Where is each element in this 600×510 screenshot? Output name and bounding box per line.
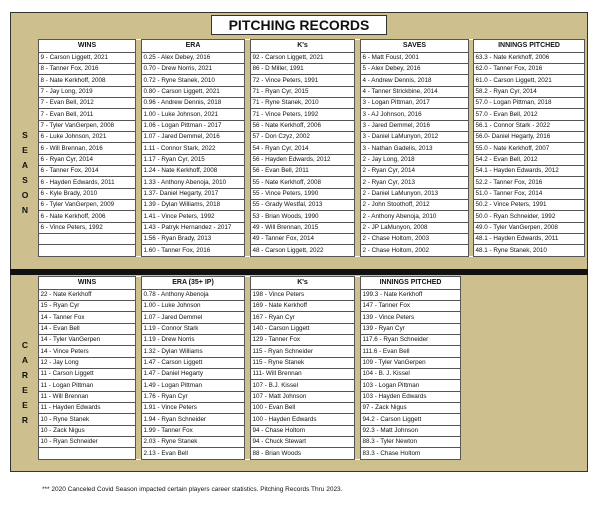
- table-row: [39, 165, 585, 176]
- season-record-cell: 4 - Andrew Dennis, 2018: [361, 75, 469, 86]
- career-record-cell: 10 - Ryne Stanek: [39, 414, 136, 425]
- table-row: [39, 346, 461, 357]
- season-record-cell: 1.33 - Anthony Abenoja, 2010: [142, 177, 245, 188]
- table-row: [39, 380, 461, 391]
- career-record-cell: 100 - Evan Bell: [251, 402, 355, 413]
- table-row: [39, 448, 461, 459]
- season-record-cell: 1.00 - Luke Johnson, 2021: [142, 109, 245, 120]
- table-row: [39, 143, 585, 154]
- season-record-cell: 1.11 - Connor Stark, 2022: [142, 143, 245, 154]
- season-record-cell: 1.60 - Tanner Fox, 2016: [142, 245, 245, 256]
- season-record-cell: 49.0 - Tyler VanGerpen, 2008: [474, 222, 585, 233]
- season-record-cell: 61.0 - Carson Liggett, 2021: [474, 75, 585, 86]
- career-record-cell: 139 - Vince Peters: [361, 312, 461, 323]
- season-record-cell: 5 - Alex Debey, 2016: [361, 63, 469, 74]
- career-record-cell: 12 - Jay Long: [39, 357, 136, 368]
- career-column-header: K's: [251, 277, 355, 290]
- table-row: [39, 154, 585, 165]
- career-record-cell: 140 - Carson Liggett: [251, 323, 355, 334]
- season-record-cell: 1.39 - Dylan Williams, 2018: [142, 199, 245, 210]
- season-record-cell: 0.70 - Drew Norris, 2021: [142, 63, 245, 74]
- season-record-cell: 1.17 - Ryan Cyr, 2015: [142, 154, 245, 165]
- career-record-cell: 14 - Evan Bell: [39, 323, 136, 334]
- career-record-cell: 111.6 - Evan Bell: [361, 346, 461, 357]
- season-record-cell: 55 - Vince Peters, 1990: [251, 188, 355, 199]
- career-record-cell: 2.13 - Evan Bell: [142, 448, 245, 459]
- season-record-cell: 2 - JP LaMunyon, 2008: [361, 222, 469, 233]
- season-record-cell: 56.1 - Connor Stark - 2022: [474, 120, 585, 131]
- table-row: [39, 120, 585, 131]
- season-record-cell: 1.43 - Patryk Hernandez - 2017: [142, 222, 245, 233]
- table-row: [39, 177, 585, 188]
- season-column-header: SAVES: [361, 40, 469, 53]
- season-record-cell: 8 - Tanner Fox, 2016: [39, 63, 136, 74]
- career-record-cell: 1.32 - Dylan Williams: [142, 346, 245, 357]
- career-record-cell: 83.3 - Chase Holtom: [361, 448, 461, 459]
- season-record-cell: 6 - Kyle Brady, 2010: [39, 188, 136, 199]
- season-record-cell: 53 - Brian Woods, 1990: [251, 211, 355, 222]
- season-record-cell: 49 - Tanner Fox, 2014: [251, 234, 355, 245]
- side-label-letter: E: [22, 400, 28, 410]
- table-row: [39, 109, 585, 120]
- season-record-cell: 63.3 - Nate Kerkhoff, 2006: [474, 52, 585, 63]
- season-record-cell: 6 - Tyler VanGerpen, 2009: [39, 199, 136, 210]
- season-record-cell: 2 - Jay Long, 2018: [361, 154, 469, 165]
- table-row: [39, 63, 585, 74]
- season-record-cell: 6 - Luke Johnson, 2021: [39, 131, 136, 142]
- career-record-cell: 117.6 - Ryan Schneider: [361, 334, 461, 345]
- career-record-cell: 15 - Ryan Cyr: [39, 300, 136, 311]
- career-record-cell: 92.3 - Matt Johnson: [361, 425, 461, 436]
- season-record-cell: 6 - Hayden Edwards, 2011: [39, 177, 136, 188]
- season-record-cell: 1.07 - Jared Demmel, 2016: [142, 131, 245, 142]
- table-row: [39, 323, 461, 334]
- table-row: [39, 188, 585, 199]
- career-record-cell: 1.07 - Jared Demmel: [142, 312, 245, 323]
- table-row: [39, 234, 585, 245]
- season-record-cell: 71 - Ryan Cyr, 2015: [251, 86, 355, 97]
- season-record-cell: 2 - Ryan Cyr, 2013: [361, 177, 469, 188]
- career-record-cell: 169 - Nate Kerkhoff: [251, 300, 355, 311]
- career-column-header: INNINGS PITCHED: [361, 277, 461, 290]
- season-record-cell: 71 - Vince Peters, 1992: [251, 109, 355, 120]
- career-column-header: WINS: [39, 277, 136, 290]
- season-record-cell: 7 - Evan Bell, 2012: [39, 97, 136, 108]
- table-row: [39, 75, 585, 86]
- season-column-header: WINS: [39, 40, 136, 53]
- season-record-cell: 50.2 - Vince Peters, 1991: [474, 199, 585, 210]
- table-row: [39, 334, 461, 345]
- season-record-cell: 2 - Chase Holtom, 2002: [361, 245, 469, 256]
- table-row: [39, 402, 461, 413]
- season-record-cell: [39, 245, 136, 256]
- career-record-cell: 198 - Vince Peters: [251, 289, 355, 300]
- season-record-cell: 71 - Ryne Stanek, 2010: [251, 97, 355, 108]
- career-record-cell: 107 - B.J. Kissel: [251, 380, 355, 391]
- career-record-cell: 111- Will Brennan: [251, 368, 355, 379]
- season-record-cell: 0.25 - Alex Debey, 2016: [142, 52, 245, 63]
- season-record-cell: 56 - Evan Bell, 2011: [251, 165, 355, 176]
- season-record-cell: 1.06 - Logan Pittman - 2017: [142, 120, 245, 131]
- season-record-cell: 57 - Don Czyz, 2002: [251, 131, 355, 142]
- season-record-cell: 58.2 - Ryan Cyr, 2014: [474, 86, 585, 97]
- season-record-cell: 55 - Nate Kerkhoff, 2008: [251, 177, 355, 188]
- season-record-cell: 2 - John Stoothoff, 2012: [361, 199, 469, 210]
- season-column-header: INNINGS PITCHED: [474, 40, 585, 53]
- season-record-cell: 1.24 - Nate Kerkhoff, 2008: [142, 165, 245, 176]
- career-record-cell: 11 - Carson Liggett: [39, 368, 136, 379]
- side-label-letter: N: [21, 205, 29, 215]
- career-record-cell: 88 - Brian Woods: [251, 448, 355, 459]
- table-row: [39, 368, 461, 379]
- career-records-table: [38, 276, 461, 460]
- career-record-cell: 14 - Tyler VanGerpen: [39, 334, 136, 345]
- career-record-cell: 107 - Matt Johnson: [251, 391, 355, 402]
- footnote: *** 2020 Canceled Covid Season impacted certain players career statistics. Pitching Records Thru 2023.: [42, 486, 343, 493]
- season-record-cell: 1.37- Daniel Hegarty, 2017: [142, 188, 245, 199]
- season-record-cell: 57.0 - Logan Pittman, 2018: [474, 97, 585, 108]
- table-row: [39, 131, 585, 142]
- season-record-cell: 2 - Ryan Cyr, 2014: [361, 165, 469, 176]
- career-record-cell: 22 - Nate Kerkhoff: [39, 289, 136, 300]
- section-divider: [10, 269, 588, 275]
- season-record-cell: 48 - Carson Liggett, 2022: [251, 245, 355, 256]
- season-record-cell: 9 - Carson Liggett, 2021: [39, 52, 136, 63]
- career-record-cell: 10 - Zack Nigus: [39, 425, 136, 436]
- career-record-cell: 88.3 - Tyler Newton: [361, 436, 461, 447]
- table-row: [39, 414, 461, 425]
- season-records-table: [38, 39, 585, 257]
- season-record-cell: [39, 234, 136, 245]
- season-record-cell: 57.0 - Evan Bell, 2012: [474, 109, 585, 120]
- career-record-cell: 1.47 - Carson Liggett: [142, 357, 245, 368]
- career-record-cell: 103 - Hayden Edwards: [361, 391, 461, 402]
- side-label-letter: E: [22, 385, 28, 395]
- season-record-cell: 49 - Will Brennan, 2015: [251, 222, 355, 233]
- season-record-cell: 55.0 - Nate Kerkhoff, 2007: [474, 143, 585, 154]
- season-record-cell: 8 - Nate Kerkhoff, 2008: [39, 75, 136, 86]
- career-record-cell: 0.78 - Anthony Abenoja: [142, 289, 245, 300]
- career-record-cell: 11 - Logan Pittman: [39, 380, 136, 391]
- season-record-cell: 1.41 - Vince Peters, 1992: [142, 211, 245, 222]
- season-record-cell: 7 - Evan Bell, 2011: [39, 109, 136, 120]
- career-record-cell: 104 - B. J. Kissel: [361, 368, 461, 379]
- season-record-cell: 0.96 - Andrew Dennis, 2018: [142, 97, 245, 108]
- table-row: [39, 245, 585, 256]
- career-record-cell: 129 - Tanner Fox: [251, 334, 355, 345]
- season-side-label: [14, 128, 36, 218]
- side-label-letter: R: [21, 370, 29, 380]
- season-record-cell: 48.1 - Ryne Stanek, 2010: [474, 245, 585, 256]
- side-label-letter: S: [22, 130, 28, 140]
- career-record-cell: 199.3 - Nate Kerkhoff: [361, 289, 461, 300]
- career-record-cell: 97 - Zack Nigus: [361, 402, 461, 413]
- season-record-cell: 52.2 - Tanner Fox, 2016: [474, 177, 585, 188]
- season-record-cell: 3 - Nathan Gadelis, 2013: [361, 143, 469, 154]
- season-record-cell: 55 - Grady Westfal, 2013: [251, 199, 355, 210]
- season-record-cell: 0.72 - Ryne Stanek, 2010: [142, 75, 245, 86]
- season-record-cell: 56.0- Daniel Hegarty, 2016: [474, 131, 585, 142]
- career-record-cell: 100 - Hayden Edwards: [251, 414, 355, 425]
- season-record-cell: 48.1 - Hayden Edwards, 2011: [474, 234, 585, 245]
- career-record-cell: 94 - Chuck Stewart: [251, 436, 355, 447]
- season-record-cell: 51.0 - Tanner Fox, 2014: [474, 188, 585, 199]
- season-column-header: K's: [251, 40, 355, 53]
- career-record-cell: 109 - Tyler VanGerpen: [361, 357, 461, 368]
- season-record-cell: 86 - D Miller, 1991: [251, 63, 355, 74]
- career-record-cell: 147 - Tanner Fox: [361, 300, 461, 311]
- season-record-cell: 54.1 - Hayden Edwards, 2012: [474, 165, 585, 176]
- season-record-cell: 72 - Vince Peters, 1991: [251, 75, 355, 86]
- career-record-cell: 2.03 - Ryne Stanek: [142, 436, 245, 447]
- career-record-cell: 1.00 - Luke Johnson: [142, 300, 245, 311]
- season-record-cell: 3 - AJ Johnson, 2016: [361, 109, 469, 120]
- season-record-cell: 54.2 - Evan Bell, 2012: [474, 154, 585, 165]
- career-column-header: ERA (35+ IP): [142, 277, 245, 290]
- page-title: PITCHING RECORDS: [211, 15, 387, 35]
- season-record-cell: 50.0 - Ryan Schneider, 1992: [474, 211, 585, 222]
- season-record-cell: 3 - Daniel LaMunyon, 2012: [361, 131, 469, 142]
- season-record-cell: 92 - Carson Liggett, 2021: [251, 52, 355, 63]
- season-record-cell: 7 - Jay Long, 2019: [39, 86, 136, 97]
- season-record-cell: 6 - Nate Kerkhoff, 2006: [39, 211, 136, 222]
- table-row: [39, 211, 585, 222]
- table-row: [39, 222, 585, 233]
- season-record-cell: 1.56 - Ryan Brady, 2013: [142, 234, 245, 245]
- side-label-letter: S: [22, 175, 28, 185]
- career-record-cell: 1.94 - Ryan Schneider: [142, 414, 245, 425]
- side-label-letter: A: [21, 355, 29, 365]
- career-record-cell: 1.19 - Connor Stark: [142, 323, 245, 334]
- side-label-letter: O: [21, 190, 29, 200]
- career-record-cell: 1.76 - Ryan Cyr: [142, 391, 245, 402]
- season-column-header: ERA: [142, 40, 245, 53]
- side-label-letter: R: [21, 415, 29, 425]
- season-record-cell: 7 - Tyler VanGerpen, 2008: [39, 120, 136, 131]
- table-row: [39, 199, 585, 210]
- table-row: [39, 97, 585, 108]
- season-record-cell: 3 - Jared Demmel, 2016: [361, 120, 469, 131]
- table-row: [39, 300, 461, 311]
- career-record-cell: 11 - Will Brennan: [39, 391, 136, 402]
- table-row: [39, 425, 461, 436]
- table-row: [39, 289, 461, 300]
- career-record-cell: 94 - Chase Holtom: [251, 425, 355, 436]
- career-record-cell: 139 - Ryan Cyr: [361, 323, 461, 334]
- season-record-cell: 6 - Will Brennan, 2016: [39, 143, 136, 154]
- season-record-cell: 6 - Ryan Cyr, 2014: [39, 154, 136, 165]
- season-record-cell: 54 - Ryan Cyr, 2014: [251, 143, 355, 154]
- season-record-cell: 56 - Nate Kerkhoff, 2006: [251, 120, 355, 131]
- career-record-cell: 14 - Tanner Fox: [39, 312, 136, 323]
- career-record-cell: 11 - Hayden Edwards: [39, 402, 136, 413]
- career-side-label: [14, 338, 36, 428]
- career-record-cell: 1.19 - Drew Norris: [142, 334, 245, 345]
- season-record-cell: 56 - Hayden Edwards, 2012: [251, 154, 355, 165]
- season-record-cell: 4 - Tanner Strickbine, 2014: [361, 86, 469, 97]
- season-record-cell: 3 - Logan Pittman, 2017: [361, 97, 469, 108]
- season-record-cell: 0.80 - Carson Liggett, 2021: [142, 86, 245, 97]
- table-row: [39, 52, 585, 63]
- season-record-cell: 2 - Anthony Abenoja, 2010: [361, 211, 469, 222]
- table-row: [39, 312, 461, 323]
- career-record-cell: 1.49 - Logan Pittman: [142, 380, 245, 391]
- career-record-cell: 103 - Logan Pittman: [361, 380, 461, 391]
- career-record-cell: 1.99 - Tanner Fox: [142, 425, 245, 436]
- season-record-cell: 62.0 - Tanner Fox, 2016: [474, 63, 585, 74]
- career-record-cell: 1.91 - Vince Peters: [142, 402, 245, 413]
- season-record-cell: 6 - Matt Foust, 2001: [361, 52, 469, 63]
- side-label-letter: E: [22, 145, 28, 155]
- season-record-cell: 6 - Tanner Fox, 2014: [39, 165, 136, 176]
- season-record-cell: 6 - Vince Peters, 1992: [39, 222, 136, 233]
- table-row: [39, 86, 585, 97]
- table-row: [39, 436, 461, 447]
- career-record-cell: 115 - Ryan Schneider: [251, 346, 355, 357]
- career-record-cell: 1.47 - Daniel Hegarty: [142, 368, 245, 379]
- table-row: [39, 357, 461, 368]
- career-record-cell: 10 - Ryan Schneider: [39, 436, 136, 447]
- table-row: [39, 391, 461, 402]
- season-record-cell: 2 - Daniel LaMunyon, 2013: [361, 188, 469, 199]
- career-record-cell: 14 - Vince Peters: [39, 346, 136, 357]
- career-record-cell: [39, 448, 136, 459]
- career-record-cell: 115 - Ryne Stanek: [251, 357, 355, 368]
- career-record-cell: 167 - Ryan Cyr: [251, 312, 355, 323]
- season-record-cell: 2 - Chase Holtom, 2003: [361, 234, 469, 245]
- career-record-cell: 94.2 - Carson Liggett: [361, 414, 461, 425]
- side-label-letter: C: [21, 340, 29, 350]
- side-label-letter: A: [21, 160, 29, 170]
